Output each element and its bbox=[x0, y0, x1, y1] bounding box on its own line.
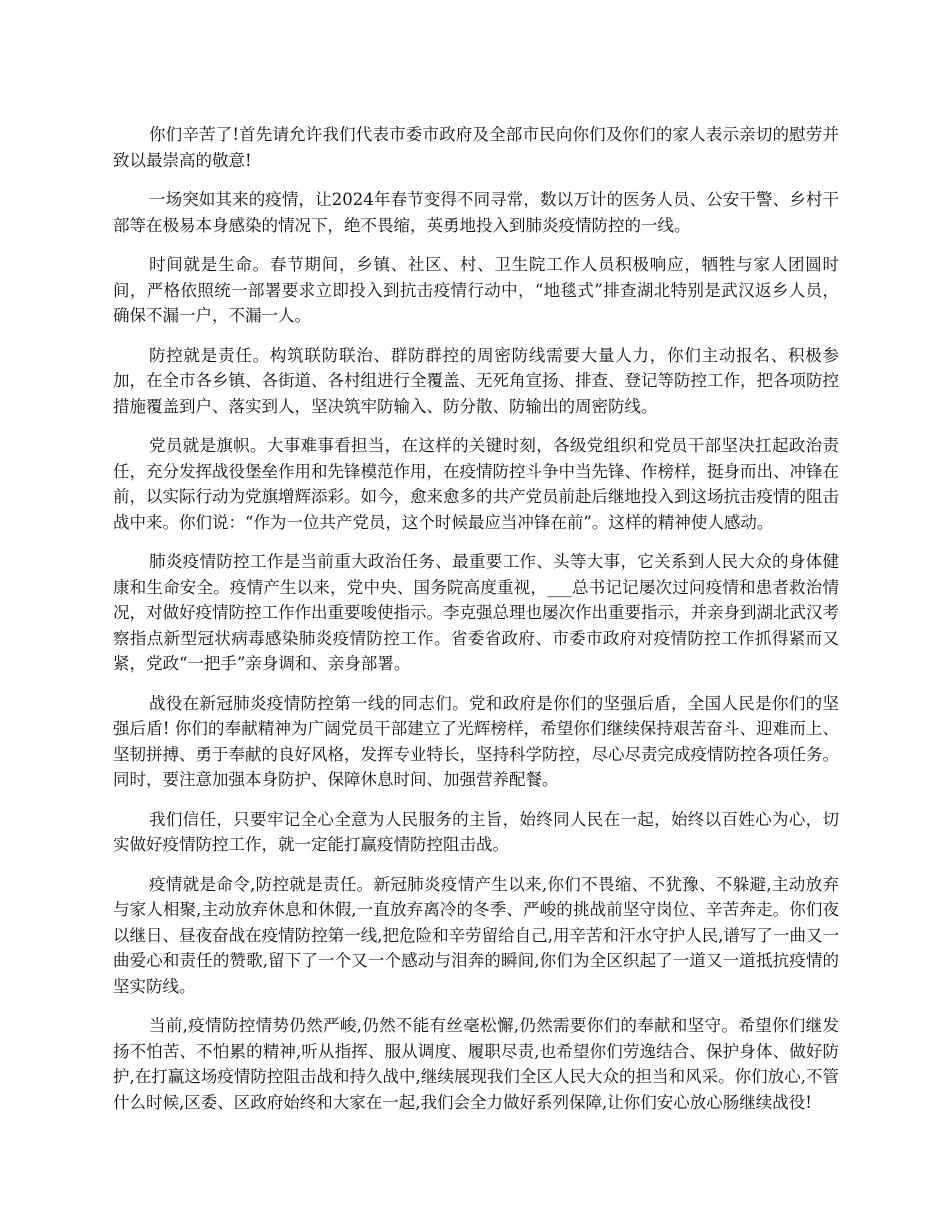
document-body bbox=[113, 122, 839, 1129]
paragraph-2: 一场突如其来的疫情，让2024年春节变得不同寻常，数以万计的医务人员、公安干警、乡村干部等在极易本身感染的情况下，绝不畏缩，英勇地投入到肺炎疫情防控的一线。 bbox=[113, 190, 839, 235]
paragraph-6: 肺炎疫情防控工作是当前重大政治任务、最重要工作、头等大事，它关系到人民大众的身体健康和生命安全。疫情产生以来，党中央、国务院高度重视，___总书记记屡次过问疫情和患者救治情况，对做好疫情防控工作作出重要唆使指示。李克强总理也屡次作出重要指示，并亲身到湖北武汉考察指点新型冠状病毒感染肺炎疫情防控工作。省委省政府、市委市政府对疫情防控工作抓得紧而又紧，党政“一把手”亲身调和、亲身部署。 bbox=[113, 552, 839, 673]
paragraph-3: 时间就是生命。春节期间，乡镇、社区、村、卫生院工作人员积极响应，牺牲与家人团圆时间，严格依照统一部署要求立即投入到抗击疫情行动中，“地毯式”排查湖北特别是武汉返乡人员，确保不漏一户，不漏一人。 bbox=[113, 255, 839, 325]
paragraph-1: 你们辛苦了!首先请允许我们代表市委市政府及全部市民向你们及你们的家人表示亲切的慰劳并致以最崇高的敬意! bbox=[113, 125, 839, 170]
paragraph-7: 战役在新冠肺炎疫情防控第一线的同志们。党和政府是你们的坚强后盾，全国人民是你们的坚强后盾! 你们的奉献精神为广阔党员干部建立了光辉榜样，希望你们继续保持艰苦奋斗、迎难而上、坚韧拼搏、勇于奉献的良好风格，发挥专业特长，坚持科学防控，尽心尽责完成疫情防控各项任务。同时，要注意加强本身防护、保障休息时间、加强营养配餐。 bbox=[113, 693, 839, 789]
paragraph-4: 防控就是责任。构筑联防联治、群防群控的周密防线需要大量人力，你们主动报名、积极参加，在全市各乡镇、各街道、各村组进行全覆盖、无死角宣扬、排查、登记等防控工作，把各项防控措施覆盖到户、落实到人，坚决筑牢防输入、防分散、防输出的周密防线。 bbox=[113, 345, 839, 416]
paragraph-10: 当前,疫情防控情势仍然严峻,仍然不能有丝毫松懈,仍然需要你们的奉献和坚守。希望你们继发扬不怕苦、不怕累的精神,听从指挥、服从调度、履职尽责,也希望你们劳逸结合、保护身体、做好防护,在打赢这场疫情防控阻击战和持久战中,继续展现我们全区人民大众的担当和风采。你们放心,不管什么时候,区委、区政府始终和大家在一起,我们会全力做好系列保障,让你们安心放心肠继续战役! bbox=[113, 1016, 839, 1112]
paragraph-8: 我们信任，只要牢记全心全意为人民服务的主旨，始终同人民在一起，始终以百姓心为心，切实做好疫情防控工作，就一定能打赢疫情防控阻击战。 bbox=[113, 809, 839, 854]
paragraph-9: 疫情就是命令,防控就是责任。新冠肺炎疫情产生以来,你们不畏缩、不犹豫、不躲避,主动放弃与家人相聚,主动放弃休息和休假,一直放弃离冷的冬季、严峻的挑战前坚守岗位、辛苦奔走。你们夜以继日、昼夜奋战在疫情防控第一线,把危险和辛劳留给自己,用辛苦和汗水守护人民,谱写了一曲又一曲爱心和责任的赞歌,留下了一个又一个感动与泪奔的瞬间,你们为全区织起了一道又一道抵抗疫情的坚实防线。 bbox=[113, 874, 839, 996]
paragraph-5: 党员就是旗帜。大事难事看担当，在这样的关键时刻，各级党组织和党员干部坚决扛起政治责任，充分发挥战役堡垒作用和先锋模范作用，在疫情防控斗争中当先锋、作榜样，挺身而出、冲锋在前，以实际行动为党旗增辉添彩。如今，愈来愈多的共产党员前赴后继地投入到这场抗击疫情的阻击战中来。你们说：“作为一位共产党员，这个时候最应当冲锋在前”。这样的精神使人感动。 bbox=[113, 436, 839, 532]
